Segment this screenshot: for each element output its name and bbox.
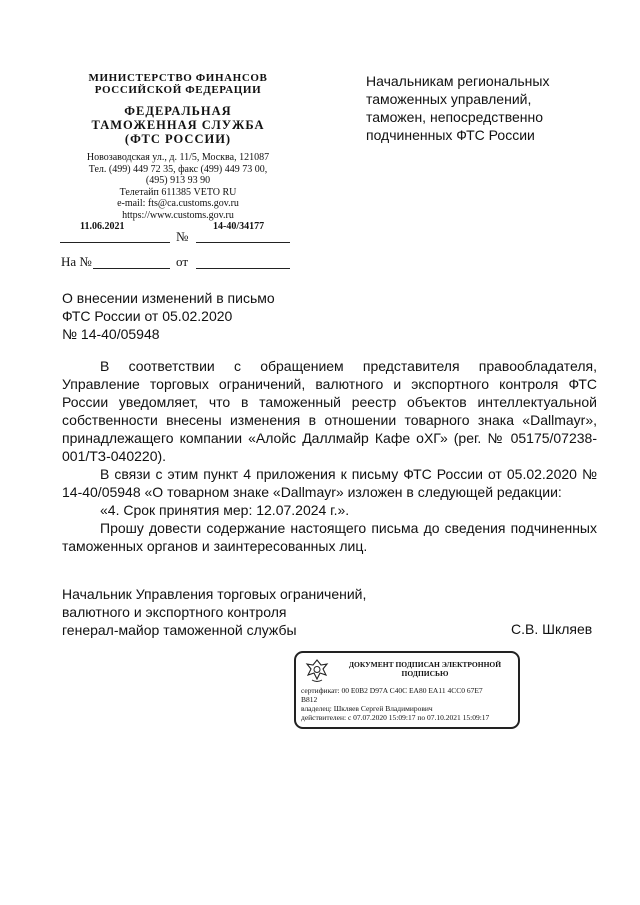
subject-line: О внесении изменений в письмо [62,290,275,306]
signatory-position [62,585,366,639]
stamp-owner: владелец: Шкляев Сергей Владимирович [301,704,433,713]
registration-number: 14-40/34177 [213,221,265,232]
stamp-title-line: ПОДПИСЬЮ [401,669,449,678]
body-paragraph: В соответствии с обращением представителя правообладателя, Управление торговых ограничений, валютного и экспортного контроля ФТС России уведомляет, что в таможенный реестр объектов интеллектуальной собственности внесены изменения в отношении товарного знака «Dallmayr», принадлежащего компании «Алойс Даллмайр Кафе оХГ» (рег. № 05175/07238-001/ТЗ-040220). [62,358,597,464]
stamp-title [340,660,510,678]
body-paragraph: Прошу довести содержание настоящего письма до сведения подчиненных таможенных органов и заинтересованных лиц. [62,520,597,554]
subject-block [62,289,275,343]
subject-line: № 14-40/05948 [62,326,160,342]
service-line-1: ФЕДЕРАЛЬНАЯ [124,104,232,118]
contact-teletype: Телетайп 611385 VETO RU [119,186,237,198]
subject-line: ФТС России от 05.02.2020 [62,308,233,324]
addressee-block [366,72,606,144]
ministry-line-2: РОССИЙСКОЙ ФЕДЕРАЦИИ [94,84,262,96]
addressee-line: подчиненных ФТС России [366,127,535,143]
signatory-name: С.В. Шкляев [511,621,593,637]
contact-phone-2: (495) 913 93 90 [145,175,211,186]
contact-address: Новозаводская ул., д. 11/5, Москва, 121087 [86,152,270,163]
stamp-details [301,686,513,722]
electronic-signature-stamp [294,651,520,729]
registration-date: 11.06.2021 [80,221,125,232]
addressee-line: таможенных управлений, [366,91,532,107]
emblem-icon [304,657,330,683]
signatory-position-line: Начальник Управления торговых ограничений, [62,586,367,602]
body-paragraph: В связи с этим пункт 4 приложения к письму ФТС России от 05.02.2020 № 14-40/05948 «О товарном знаке «Dallmayr» изложен в следующей редакции: [62,466,597,500]
stamp-validity: действителен: с 07.07.2020 15:09:17 по 07.10.2021 15:09:17 [301,713,490,722]
reference-date-line [196,268,290,269]
stamp-certificate: сертификат: 00 E0B2 D97A C40C EA80 EA11 4CC0 67E7 [301,686,483,695]
addressee-line: Начальникам региональных [366,73,550,89]
agency-header [60,72,296,221]
reference-number-label: На № [61,254,92,269]
contact-phone: Тел. (499) 449 72 35, факс (499) 449 73 00, [88,163,268,175]
contact-email: e-mail: fts@ca.customs.gov.ru [117,198,239,209]
stamp-title-line: ДОКУМЕНТ ПОДПИСАН ЭЛЕКТРОННОЙ [348,660,502,669]
stamp-certificate-cont: B812 [301,695,318,704]
addressee-line: таможен, непосредственно [366,109,544,125]
number-underline [196,242,290,243]
service-line-3: (ФТС РОССИИ) [124,132,232,146]
service-line-2: ТАМОЖЕННАЯ СЛУЖБА [91,118,265,132]
reference-from-label: от [176,254,189,269]
ministry-line-1: МИНИСТЕРСТВО ФИНАНСОВ [88,72,268,84]
signatory-position-line: генерал-майор таможенной службы [62,622,297,638]
number-sign: № [176,229,189,244]
body-paragraph: «4. Срок принятия мер: 12.07.2024 г.». [100,502,350,518]
letter-body [62,357,597,555]
signatory-position-line: валютного и экспортного контроля [62,604,287,620]
reference-number-line [93,268,170,269]
date-underline [60,242,170,243]
contact-website: https://www.customs.gov.ru [122,209,234,221]
